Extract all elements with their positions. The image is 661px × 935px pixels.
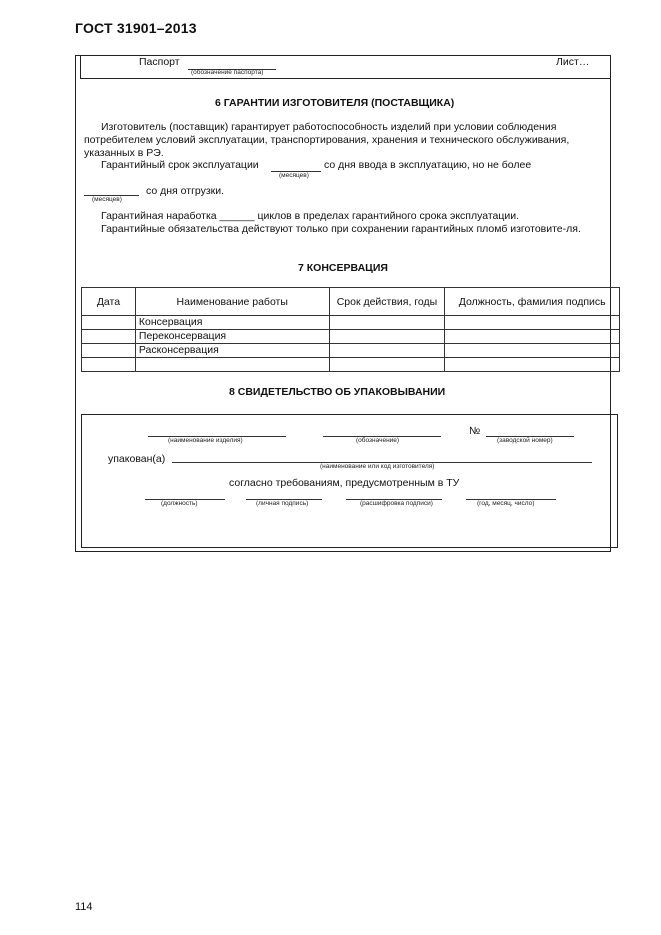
cell-date[interactable]	[82, 358, 136, 372]
cell-work: Переконсервация	[135, 330, 329, 344]
packed-label: упакован(а)	[108, 453, 166, 465]
cell-validity[interactable]	[329, 358, 445, 372]
table-row	[82, 344, 620, 358]
warranty-period-label: Гарантийный срок эксплуатации	[101, 159, 259, 171]
column-header-validity: Срок действия, годы	[329, 288, 445, 316]
table-header-row	[82, 288, 620, 316]
serial-number-caption: (заводской номер)	[497, 437, 553, 444]
cell-position[interactable]	[445, 330, 620, 344]
cell-position[interactable]	[445, 344, 620, 358]
designation-caption: (обозначение)	[356, 437, 400, 444]
cell-validity[interactable]	[329, 316, 445, 330]
section-6-paragraph-1: Изготовитель (поставщик) гарантирует работоспособность изделий при условии соблюдения потребителем условий эксплуатации, транспортирования, хранения и технического обслуживания, указанных в РЭ.	[84, 121, 570, 159]
cell-work	[135, 358, 329, 372]
conservation-table	[81, 287, 620, 372]
item-name-caption: (наименование изделия)	[168, 437, 243, 444]
passport-box-bottom-border	[80, 78, 610, 79]
column-header-position: Должность, фамилия подпись	[445, 288, 620, 316]
column-header-work: Наименование работы	[135, 288, 329, 316]
cell-date[interactable]	[82, 344, 136, 358]
cell-date[interactable]	[82, 330, 136, 344]
number-sign: №	[469, 425, 481, 437]
per-spec-text: согласно требованиям, предусмотренным в ТУ	[229, 477, 460, 489]
warranty-months-caption: (месяцев)	[279, 172, 309, 179]
passport-label: Паспорт	[139, 56, 180, 68]
cell-work: Расконсервация	[135, 344, 329, 358]
cell-validity[interactable]	[329, 344, 445, 358]
table-row	[82, 330, 620, 344]
warranty-seals-text: Гарантийные обязательства действуют только при сохранении гарантийных пломб изготовите-ля.	[101, 223, 581, 235]
date-caption: (год, месяц, число)	[477, 500, 535, 507]
cell-date[interactable]	[82, 316, 136, 330]
decode-caption: (расшифровка подписи)	[360, 500, 433, 507]
section-6-title: 6 ГАРАНТИИ ИЗГОТОВИТЕЛЯ (ПОСТАВЩИКА)	[215, 97, 455, 109]
table-row	[82, 316, 620, 330]
shipping-months-caption: (месяцев)	[92, 196, 122, 203]
manufacturer-caption: (наименование или код изготовителя)	[320, 463, 435, 470]
section-8-title: 8 СВИДЕТЕЛЬСТВО ОБ УПАКОВЫВАНИИ	[229, 386, 446, 398]
cell-position[interactable]	[445, 316, 620, 330]
frame-bottom-border	[75, 551, 611, 552]
passport-caption: (обозначение паспорта)	[191, 69, 264, 76]
table-row	[82, 358, 620, 372]
column-header-date: Дата	[82, 288, 136, 316]
cell-work: Консервация	[135, 316, 329, 330]
sheet-label: Лист…	[556, 56, 590, 68]
operating-time-text: Гарантийная наработка ______ циклов в пределах гарантийного срока эксплуатации.	[101, 210, 520, 222]
position-caption: (должность)	[161, 500, 198, 507]
page-number: 114	[75, 901, 93, 913]
signature-caption: (личная подпись)	[256, 500, 309, 507]
passport-box-left-border	[80, 55, 81, 78]
cell-position[interactable]	[445, 358, 620, 372]
shipping-text: со дня отгрузки.	[146, 185, 225, 197]
document-header: ГОСТ 31901–2013	[75, 20, 197, 36]
section-7-title: 7 КОНСЕРВАЦИЯ	[298, 262, 388, 274]
warranty-period-text: со дня ввода в эксплуатацию, но не более	[324, 159, 532, 171]
cell-validity[interactable]	[329, 330, 445, 344]
